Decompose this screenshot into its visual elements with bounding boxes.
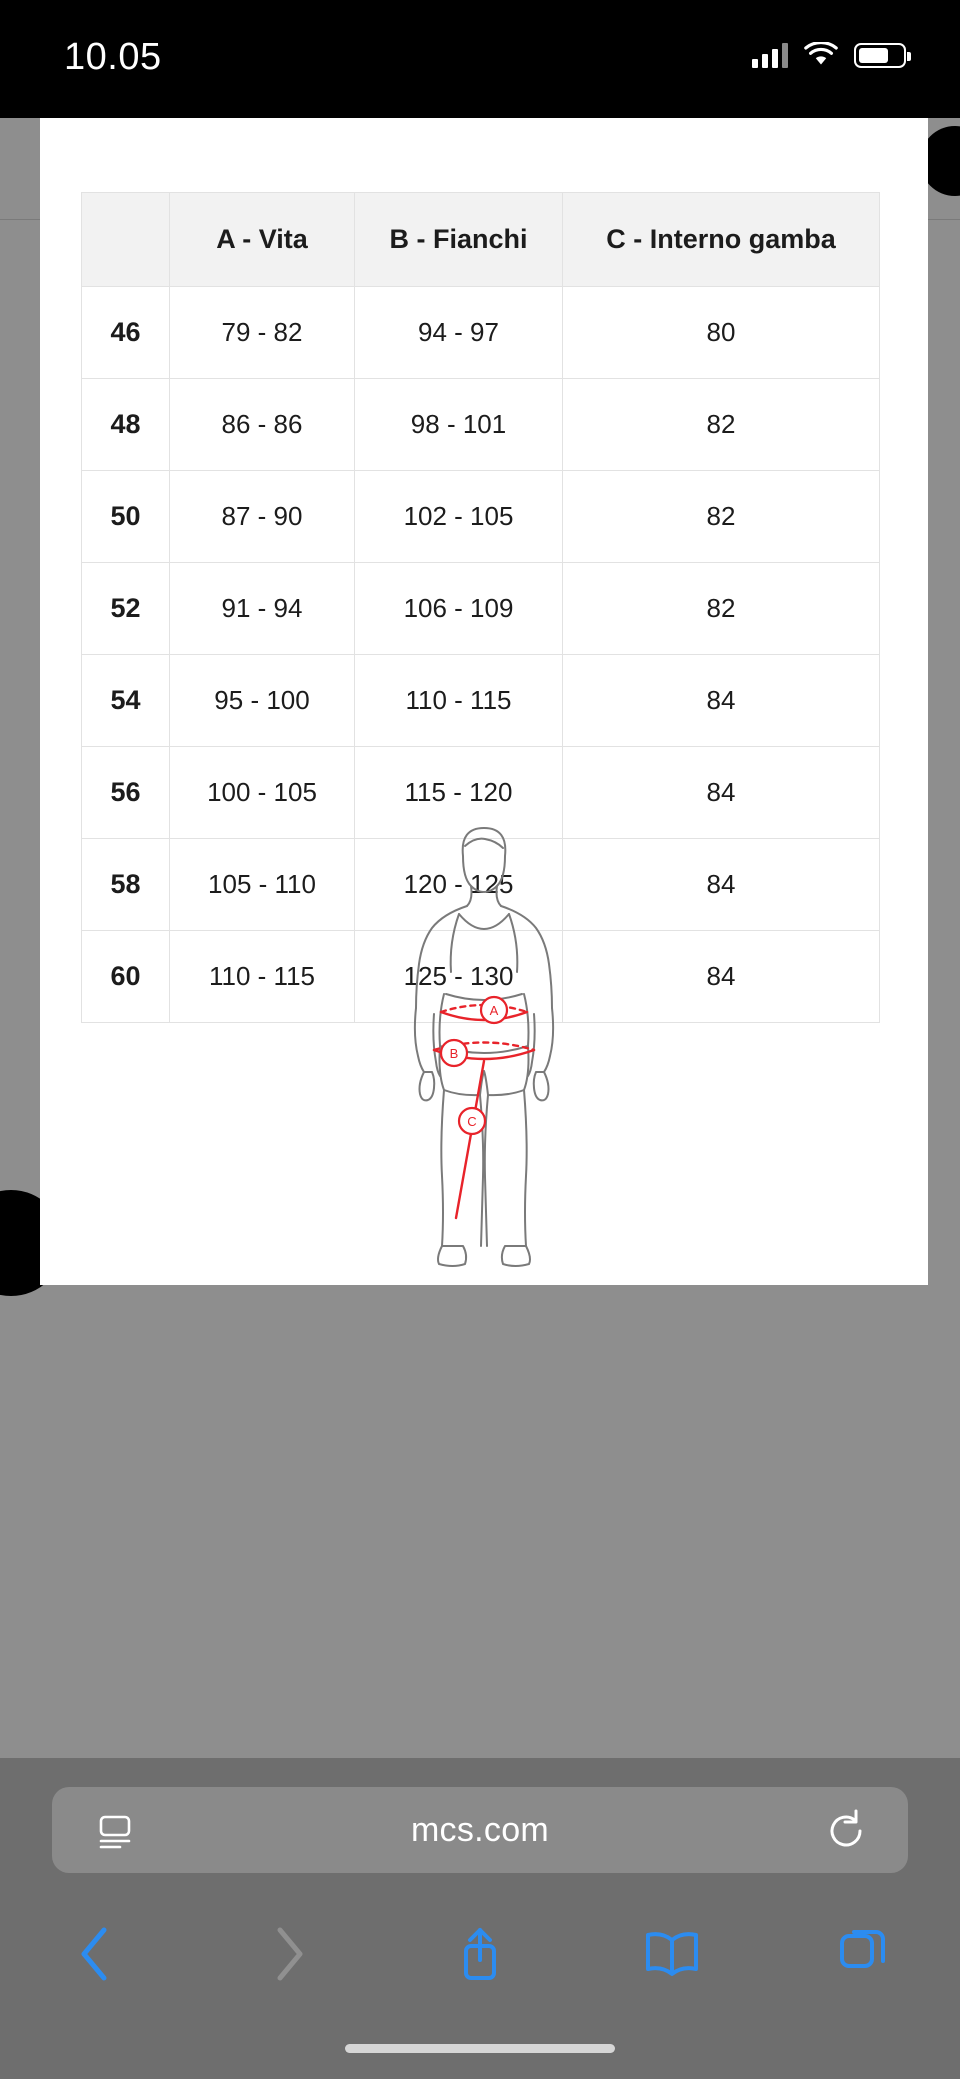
cell-gamba: 84: [563, 931, 880, 1023]
cell-vita: 110 - 115: [170, 931, 355, 1023]
reload-icon[interactable]: [822, 1807, 870, 1860]
web-content[interactable]: [0, 118, 960, 1758]
cellular-signal-icon: [752, 42, 788, 68]
browser-toolbar: [0, 1894, 960, 2014]
address-bar[interactable]: [52, 1787, 908, 1873]
cell-gamba: 84: [563, 655, 880, 747]
table-header-corner: [82, 193, 170, 287]
table-row: [82, 471, 880, 563]
table-row: [82, 379, 880, 471]
cell-fianchi: 94 - 97: [355, 287, 563, 379]
cell-gamba: 82: [563, 563, 880, 655]
cell-size: 58: [82, 839, 170, 931]
marker-b-label: B: [449, 1046, 459, 1061]
table-header-gamba: C - Interno gamba: [563, 193, 880, 287]
cell-vita: 79 - 82: [170, 287, 355, 379]
cell-size: 46: [82, 287, 170, 379]
cell-vita: 105 - 110: [170, 839, 355, 931]
marker-a-label: A: [489, 1003, 499, 1018]
cell-vita: 100 - 105: [170, 747, 355, 839]
tabs-button[interactable]: [768, 1894, 960, 2014]
cell-vita: 91 - 94: [170, 563, 355, 655]
cell-gamba: 82: [563, 379, 880, 471]
cell-fianchi: 110 - 115: [355, 655, 563, 747]
body-measurement-diagram: [40, 818, 928, 1288]
body-figure-svg: [334, 818, 634, 1278]
wifi-icon: [804, 42, 838, 68]
cell-fianchi: 125 - 130: [355, 931, 563, 1023]
cell-fianchi: 98 - 101: [355, 379, 563, 471]
table-row: [82, 563, 880, 655]
cell-size: 48: [82, 379, 170, 471]
cell-fianchi: 102 - 105: [355, 471, 563, 563]
cell-fianchi: 115 - 120: [355, 747, 563, 839]
browser-bottom-bar: [0, 1758, 960, 2079]
marker-c-label: C: [467, 1114, 477, 1129]
cell-fianchi: 120 - 125: [355, 839, 563, 931]
cell-gamba: 82: [563, 471, 880, 563]
cell-size: 54: [82, 655, 170, 747]
cell-fianchi: 106 - 109: [355, 563, 563, 655]
share-button[interactable]: [384, 1894, 576, 2014]
cell-gamba: 84: [563, 747, 880, 839]
cell-gamba: 80: [563, 287, 880, 379]
cell-size: 52: [82, 563, 170, 655]
cell-size: 50: [82, 471, 170, 563]
cell-size: 56: [82, 747, 170, 839]
cell-gamba: 84: [563, 839, 880, 931]
table-header-vita: A - Vita: [170, 193, 355, 287]
home-indicator: [345, 2044, 615, 2053]
battery-icon: [854, 43, 906, 68]
cell-vita: 87 - 90: [170, 471, 355, 563]
table-header-fianchi: B - Fianchi: [355, 193, 563, 287]
status-time: 10.05: [64, 36, 162, 78]
table-row: [82, 655, 880, 747]
table-header-row: [82, 193, 880, 287]
back-button[interactable]: [0, 1894, 192, 2014]
reader-view-icon[interactable]: [92, 1809, 138, 1860]
bookmarks-button[interactable]: [576, 1894, 768, 2014]
cell-vita: 86 - 86: [170, 379, 355, 471]
cell-vita: 95 - 100: [170, 655, 355, 747]
url-text[interactable]: mcs.com: [410, 1810, 550, 1849]
table-row: [82, 287, 880, 379]
status-indicators: [752, 42, 906, 68]
cell-size: 60: [82, 931, 170, 1023]
forward-button[interactable]: [192, 1894, 384, 2014]
status-bar: [0, 0, 960, 118]
size-guide-sheet: [40, 118, 928, 1285]
